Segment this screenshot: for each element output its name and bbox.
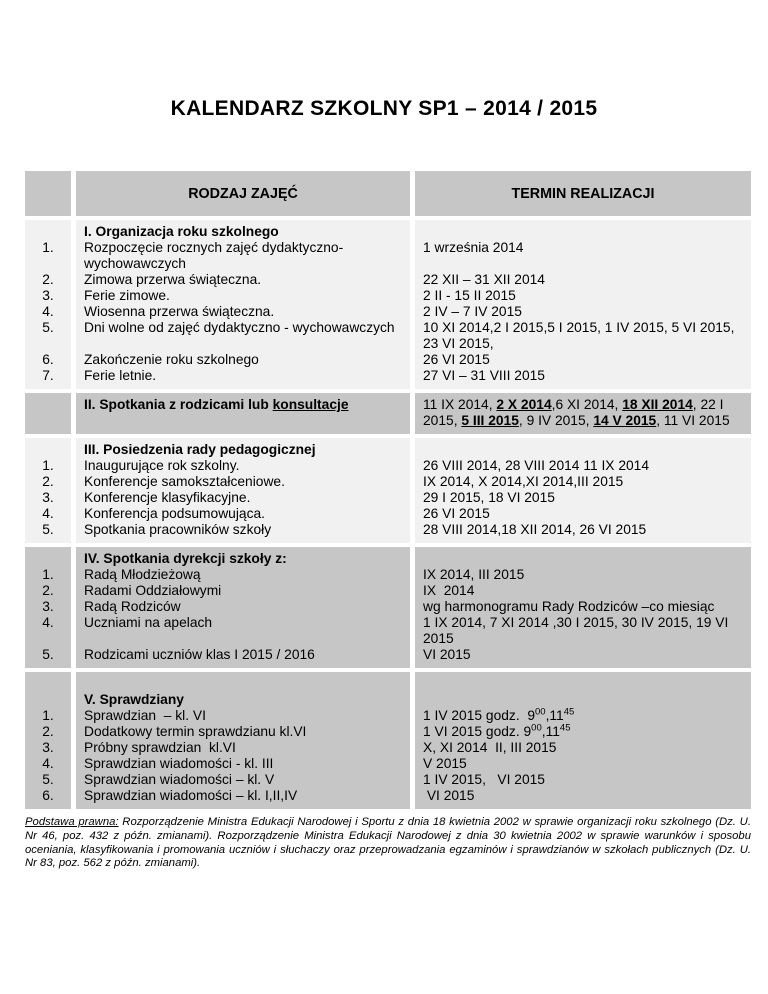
- row-number: [25, 220, 71, 240]
- text-segment: 1 VI 2015 godz. 9: [423, 724, 532, 739]
- term-cell: [415, 393, 751, 434]
- activity-cell: Radą Młodzieżową: [76, 567, 410, 583]
- activity-cell: Uczniami na apelach: [76, 615, 410, 647]
- term-cell: 22 XII – 31 XII 2014: [415, 272, 751, 288]
- activity-cell: Sprawdzian wiadomości – kl. I,II,IV: [76, 788, 410, 809]
- header-number-cell: [25, 171, 71, 216]
- row-number: 3.: [25, 288, 71, 304]
- row-number: 4.: [25, 506, 71, 522]
- activity-cell: Ferie zimowe.: [76, 288, 410, 304]
- row-number: [25, 547, 71, 567]
- term-cell: 27 VI – 31 VIII 2015: [415, 368, 751, 389]
- text-segment: , 22 I 2015,: [423, 397, 728, 428]
- text-segment: 45: [559, 722, 571, 734]
- row-number: 6.: [25, 788, 71, 809]
- activity-cell: [76, 220, 410, 240]
- activity-cell: Próbny sprawdzian kl.VI: [76, 740, 410, 756]
- row-number: 1.: [25, 458, 71, 474]
- term-cell: [415, 220, 751, 240]
- activity-cell: Ferie letnie.: [76, 368, 410, 389]
- term-cell: [415, 672, 751, 692]
- row-number: 4.: [25, 756, 71, 772]
- text-segment: , 9 IV 2015,: [518, 413, 594, 428]
- text-segment: V. Sprawdziany: [84, 692, 184, 707]
- table-section-3: [25, 438, 751, 543]
- term-cell: VI 2015: [415, 788, 751, 809]
- table-section-4: [25, 547, 751, 668]
- activity-cell: Dodatkowy termin sprawdzianu kl.VI: [76, 724, 410, 740]
- text-segment: III. Posiedzenia rady pedagogicznej: [84, 442, 316, 457]
- text-segment: ,11: [545, 708, 564, 723]
- text-segment: 00: [531, 722, 542, 734]
- term-cell: X, XI 2014 II, III 2015: [415, 740, 751, 756]
- row-number: 3.: [25, 490, 71, 506]
- term-cell: IX 2014, X 2014,XI 2014,III 2015: [415, 474, 751, 490]
- row-number: 1.: [25, 708, 71, 724]
- text-segment: IV. Spotkania dyrekcji szkoły z:: [84, 551, 287, 566]
- term-cell: 26 VI 2015: [415, 352, 751, 368]
- row-number: 6.: [25, 352, 71, 368]
- term-cell: [415, 692, 751, 708]
- table-section-5: [25, 672, 751, 809]
- row-number: 2.: [25, 583, 71, 599]
- term-cell: 1 IV 2015, VI 2015: [415, 772, 751, 788]
- term-cell: 26 VI 2015: [415, 506, 751, 522]
- row-number: 5.: [25, 522, 71, 543]
- text-segment: 1 IV 2015 godz. 9: [423, 708, 535, 723]
- table-section-2: [25, 393, 751, 434]
- term-cell: wg harmonogramu Rady Rodziców –co miesiąc: [415, 599, 751, 615]
- term-cell: [415, 724, 751, 740]
- activity-cell: [76, 672, 410, 692]
- activity-cell: [76, 692, 410, 708]
- activity-cell: Zakończenie roku szkolnego: [76, 352, 410, 368]
- row-number: 2.: [25, 272, 71, 288]
- legal-note: [25, 816, 751, 871]
- text-segment: konsultacje: [272, 397, 349, 412]
- activity-cell: Spotkania pracowników szkoły: [76, 522, 410, 543]
- header-term-cell: TERMIN REALIZACJI: [415, 171, 751, 216]
- term-cell: [415, 547, 751, 567]
- term-cell: 28 VIII 2014,18 XII 2014, 26 VI 2015: [415, 522, 751, 543]
- activity-cell: Sprawdzian wiadomości – kl. V: [76, 772, 410, 788]
- row-number: 3.: [25, 740, 71, 756]
- text-segment: ,6 XI 2014,: [551, 397, 623, 412]
- text-segment: 18 XII 2014: [622, 397, 693, 412]
- activity-cell: Sprawdzian – kl. VI: [76, 708, 410, 724]
- activity-cell: Inaugurujące rok szkolny.: [76, 458, 410, 474]
- text-segment: II. Spotkania z rodzicami lub: [84, 397, 273, 412]
- term-cell: VI 2015: [415, 647, 751, 668]
- term-cell: 2 IV – 7 IV 2015: [415, 304, 751, 320]
- table-header-row: [25, 171, 751, 216]
- term-cell: IX 2014, III 2015: [415, 567, 751, 583]
- activity-cell: Radami Oddziałowymi: [76, 583, 410, 599]
- activity-cell: Radą Rodziców: [76, 599, 410, 615]
- row-number: 5.: [25, 647, 71, 668]
- row-number: [25, 393, 71, 434]
- page-title: KALENDARZ SZKOLNY SP1 – 2014 / 2015: [170, 97, 598, 120]
- row-number: 1.: [25, 567, 71, 583]
- activity-cell: [76, 547, 410, 567]
- term-cell: 10 XI 2014,2 I 2015,5 I 2015, 1 IV 2015, 5 VI 2015, 23 VI 2015,: [415, 320, 751, 352]
- activity-cell: [76, 393, 410, 434]
- term-cell: 1 września 2014: [415, 240, 751, 272]
- text-segment: ,11: [541, 724, 560, 739]
- activity-cell: Konferencje samokształceniowe.: [76, 474, 410, 490]
- row-number: 2.: [25, 724, 71, 740]
- term-cell: 29 I 2015, 18 VI 2015: [415, 490, 751, 506]
- row-number: 2.: [25, 474, 71, 490]
- text-segment: 45: [563, 706, 575, 718]
- row-number: 4.: [25, 615, 71, 647]
- activity-cell: Wiosenna przerwa świąteczna.: [76, 304, 410, 320]
- row-number: [25, 672, 71, 692]
- text-segment: 2 X 2014: [496, 397, 552, 412]
- activity-cell: Rozpoczęcie rocznych zajęć dydaktyczno-wychowawczych: [76, 240, 410, 272]
- table-section-1: [25, 220, 751, 389]
- activity-cell: Konferencja podsumowująca.: [76, 506, 410, 522]
- row-number: 7.: [25, 368, 71, 389]
- activity-cell: Rodzicami uczniów klas I 2015 / 2016: [76, 647, 410, 668]
- sections: [25, 220, 751, 809]
- term-cell: 1 IX 2014, 7 XI 2014 ,30 I 2015, 30 IV 2015, 19 VI 2015: [415, 615, 751, 647]
- term-cell: 2 II - 15 II 2015: [415, 288, 751, 304]
- text-segment: 00: [535, 706, 546, 718]
- activity-cell: Sprawdzian wiadomości - kl. III: [76, 756, 410, 772]
- text-segment: 14 V 2015: [593, 413, 657, 428]
- row-number: [25, 692, 71, 708]
- text-segment: 11 IX 2014,: [423, 397, 497, 412]
- row-number: 3.: [25, 599, 71, 615]
- term-cell: V 2015: [415, 756, 751, 772]
- activity-cell: Dni wolne od zajęć dydaktyczno - wychowawczych: [76, 320, 410, 352]
- row-number: 1.: [25, 240, 71, 272]
- term-cell: IX 2014: [415, 583, 751, 599]
- header-activity-cell: RODZAJ ZAJĘĆ: [76, 171, 410, 216]
- calendar-table: [25, 171, 751, 809]
- row-number: 5.: [25, 772, 71, 788]
- row-number: [25, 438, 71, 458]
- term-cell: 26 VIII 2014, 28 VIII 2014 11 IX 2014: [415, 458, 751, 474]
- term-cell: [415, 438, 751, 458]
- activity-cell: [76, 438, 410, 458]
- row-number: 4.: [25, 304, 71, 320]
- term-cell: [415, 708, 751, 724]
- text-segment: , 11 VI 2015: [656, 413, 730, 428]
- text-segment: Rozporządzenie Ministra Edukacji Narodowej i Sportu z dnia 18 kwietnia 2002 w sprawie organizacji roku szkolnego (Dz. U. Nr 46, poz. 432 z późn. zmianami). Rozporządzenie Ministra Edukacji Narodowej z dnia 30 kwietnia 2002 w sprawie warunków i sposobu oceniania, klasyfikowania i promowania uczniów i słuchaczy oraz przeprowadzania egzaminów i sprawdzianów w szkołach publicznych (Dz. U. Nr 83, poz. 562 z późn. zmianami).: [25, 816, 751, 870]
- activity-cell: Konferencje klasyfikacyjne.: [76, 490, 410, 506]
- text-segment: I. Organizacja roku szkolnego: [84, 224, 279, 239]
- text-segment: Podstawa prawna:: [25, 816, 119, 828]
- text-segment: 5 III 2015: [461, 413, 519, 428]
- row-number: 5.: [25, 320, 71, 352]
- activity-cell: Zimowa przerwa świąteczna.: [76, 272, 410, 288]
